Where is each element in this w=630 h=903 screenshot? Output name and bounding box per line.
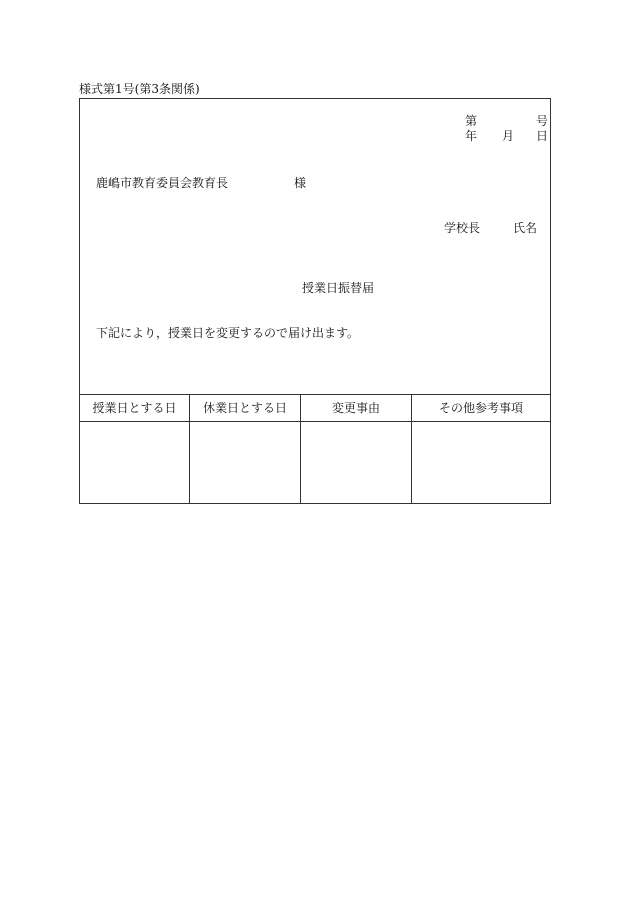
addressee-honorific: 様 [294,176,307,190]
table-header-notes: その他参考事項 [438,401,523,415]
date-year: 年 [465,129,478,143]
document-number-prefix: 第 [465,114,478,128]
table-cell-notes[interactable] [412,422,550,504]
date-day: 日 [536,129,549,143]
table-header-class-day: 授業日とする日 [92,401,177,415]
table-cell-holiday[interactable] [190,422,300,504]
document-title: 授業日振替届 [302,281,375,295]
table-cell-reason[interactable] [301,422,411,504]
table-header-reason: 変更事由 [331,401,380,415]
sender-name-label: 氏名 [513,221,538,235]
sender-title: 学校長 [444,221,481,235]
form-label: 様式第1号(第3条関係) [79,82,200,96]
addressee-name: 鹿嶋市教育委員会教育長 [96,176,229,190]
table-cell-class-day[interactable] [80,422,189,504]
date-month: 月 [502,129,515,143]
body-text: 下記により，授業日を変更するので届け出ます。 [96,326,360,340]
document-number-suffix: 号 [536,114,549,128]
table-header-holiday: 休業日とする日 [202,401,287,415]
